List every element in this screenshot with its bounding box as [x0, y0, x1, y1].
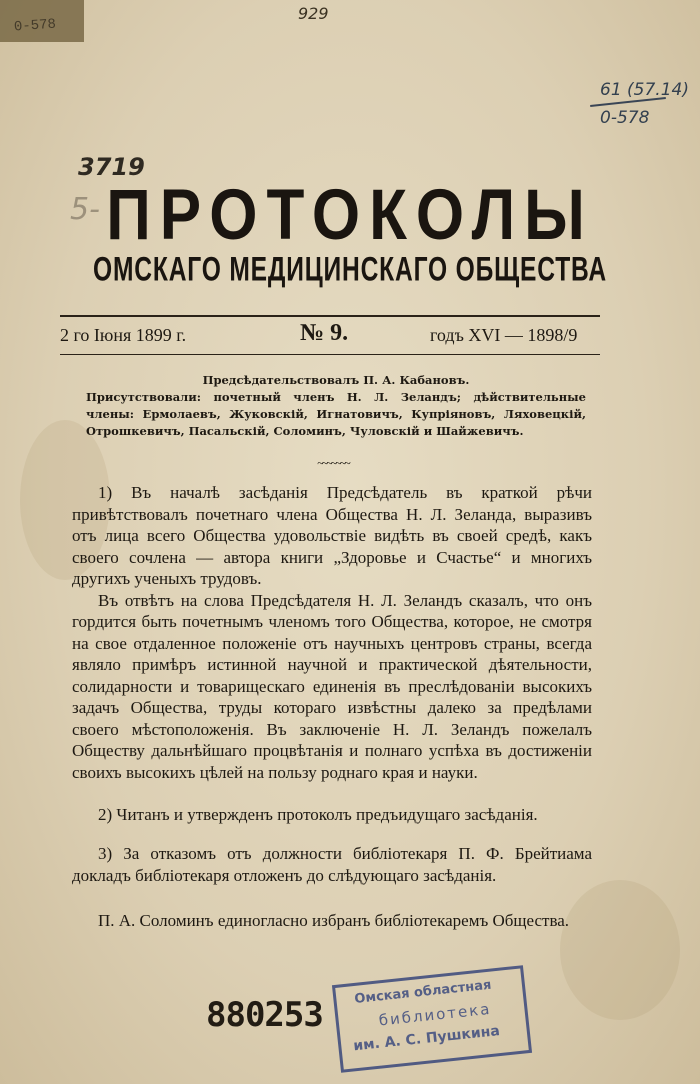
issue-date: 2 го Іюня 1899 г.: [60, 325, 187, 345]
handwritten-left-number: 3719: [78, 153, 145, 181]
paper-stain: [560, 880, 680, 1020]
corner-label-text: 0-578: [13, 16, 57, 36]
handwritten-left-faded: 5-: [70, 192, 100, 227]
paragraph-3: 2) Читанъ и утвержденъ протоколъ предъидущаго засѣданія.: [98, 805, 538, 824]
page-title: ПРОТОКОЛЫ: [106, 175, 594, 256]
handwritten-top-number: 929: [298, 4, 329, 23]
minutes-item-3: [72, 843, 592, 886]
section-ornament: ~~~~~~~: [317, 456, 349, 470]
inventory-number: 880253: [206, 995, 323, 1035]
chair-line: Предсѣдательствовалъ П. А. Кабановъ.: [202, 373, 470, 387]
paragraph-1: 1) Въ началѣ засѣданія Предсѣдатель въ краткой рѣчи привѣтствовалъ почетнаго члена Общества Н. Л. Зеланда, выразивъ отъ лица всего Общества удовольствіе видѣть въ своей средѣ, какъ своего сочлена — автора книги „Здоровье и Счастье“ и многихъ другихъ ученыхъ трудовъ.: [72, 483, 592, 588]
issue-number: № 9.: [300, 320, 349, 346]
issue-year: годъ XVI — 1898/9: [430, 325, 578, 345]
handwritten-shelfmark-bottom: 0-578: [600, 108, 650, 128]
corner-archive-label: [0, 0, 84, 42]
header-rule-bottom: [60, 354, 600, 355]
minutes-item-4: [72, 910, 592, 932]
stamp-line-2: библиотека: [377, 999, 493, 1030]
page-subtitle: ОМСКАГО МЕДИЦИНСКАГО ОБЩЕСТВА: [93, 250, 607, 289]
paragraph-4: 3) За отказомъ отъ должности библіотекаря П. Ф. Брейтиама докладъ библіотекаря отложенъ до слѣдующаго засѣданія.: [72, 844, 592, 885]
handwritten-shelfmark-top: 61 (57.14): [600, 80, 689, 100]
minutes-body: [72, 482, 592, 783]
meeting-attendance: [86, 372, 586, 440]
library-stamp: [332, 965, 532, 1073]
stamp-line-3: им. А. С. Пушкина: [352, 1023, 501, 1055]
header-rule-top: [60, 315, 600, 317]
paragraph-5: П. А. Соломинъ единогласно избранъ библіотекаремъ Общества.: [98, 911, 570, 930]
stamp-line-1: Омская областная: [353, 977, 493, 1007]
minutes-item-2: [72, 804, 592, 826]
present-line: Присутствовали: почетный членъ Н. Л. Зеландъ; дѣйствительные члены: Ермолаевъ, Жуковскій, Игнатовичъ, Купріяновъ, Ляховецкій, Отрошкевичъ, Пасальскій, Соломинъ, Чуловскій и Шайжевичъ.: [86, 390, 586, 438]
paragraph-2: Въ отвѣтъ на слова Предсѣдателя Н. Л. Зеландъ сказалъ, что онъ гордится быть почетнымъ членомъ того Общества, которое, не смотря на свое отдаленное положеніе отъ научныхъ центровъ страны, всегда являло примѣръ истинной научной и практической дѣятельности, солидарности и товарищескаго единенія въ преслѣдованіи высокихъ задачъ Общества, труды котораго извѣстны далеко за предѣлами своего мѣстоположенія. Въ заключеніе Н. Л. Зеландъ пожелалъ Обществу дальнѣйшаго процвѣтанія и полнаго успѣха въ достиженіи своихъ высокихъ цѣлей на пользу роднаго края и науки.: [72, 590, 592, 782]
